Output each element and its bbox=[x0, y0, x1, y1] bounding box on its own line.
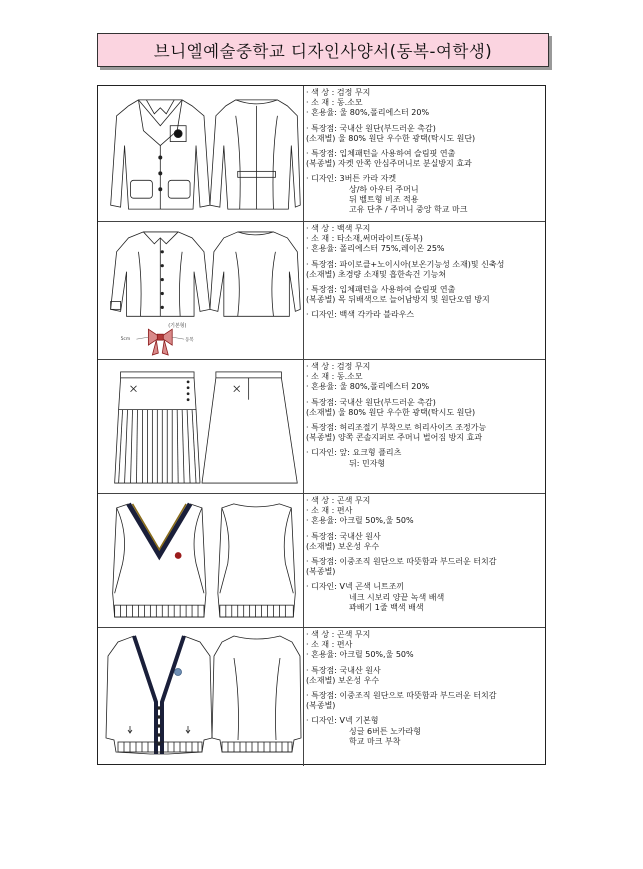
spec-row-cardigan bbox=[98, 628, 545, 766]
spec-line: (소재별) 보온성 우수 bbox=[306, 541, 380, 551]
spec-row-skirt bbox=[98, 360, 545, 494]
skirt-sketch bbox=[98, 360, 303, 493]
spec-line: · 특장점: 국내산 원사 bbox=[306, 665, 381, 675]
spec-line: · 소 재 : 동.소모 bbox=[306, 98, 363, 108]
page-title-text: 브니엘예술중학교 디자인사양서(동복-여학생) bbox=[153, 42, 493, 61]
spec-line: · 혼용율: 울 80%,폴리에스터 20% bbox=[306, 108, 430, 118]
spec-line: 고유 단추 / 주머니 중앙 학교 마크 bbox=[349, 205, 468, 215]
vest-sketch-cell bbox=[98, 494, 304, 627]
spec-line: · 특장점: 허리조절기 부착으로 허리사이즈 조정가능 bbox=[306, 423, 487, 433]
cardigan-spec-text bbox=[306, 630, 543, 747]
vest-spec-text bbox=[306, 496, 543, 613]
spec-line: · 디자인: 앞: 요크형 플리츠 bbox=[306, 448, 402, 458]
spec-line: 상/하 아우터 주머니 bbox=[349, 184, 419, 194]
spec-line: (복종별) 자켓 안쪽 안심주머니로 분실방지 효과 bbox=[306, 159, 472, 169]
jacket-sketch-cell bbox=[98, 86, 304, 221]
spec-line: · 색 상 : 검정 무지 bbox=[306, 88, 371, 97]
spec-line: · 디자인: 3버튼 카라 자켓 bbox=[306, 174, 397, 184]
spec-line: · 혼용율: 아크릴 50%,울 50% bbox=[306, 516, 414, 526]
spec-line: 뒤 벨트형 비조 적용 bbox=[349, 194, 419, 204]
cardigan-sketch bbox=[98, 628, 303, 766]
spec-table bbox=[97, 85, 546, 765]
spec-line: 학교 마크 부착 bbox=[349, 736, 401, 746]
blouse-sketch-cell bbox=[98, 222, 304, 359]
tie-season-label: 동복 bbox=[185, 338, 194, 344]
spec-line: (소재별) 보온성 우수 bbox=[306, 675, 380, 685]
spec-line: · 소 재 : 동.소모 bbox=[306, 372, 363, 382]
spec-line: (소재별) 초경량 소재및 흡한속건 기능쳐 bbox=[306, 269, 447, 279]
spec-line: · 디자인: 백색 각카라 블라우스 bbox=[306, 310, 415, 320]
blouse-sketch bbox=[98, 222, 303, 359]
skirt-sketch-cell bbox=[98, 360, 304, 493]
spec-row-blouse bbox=[98, 222, 545, 360]
spec-line: · 특장점: 입체패턴을 사용하여 슬림핏 연출 bbox=[306, 149, 456, 159]
spec-line: · 특장점: 입체패턴을 사용하여 슬림핏 연출 bbox=[306, 285, 456, 295]
spec-line: 싱글 6버튼 노카라형 bbox=[349, 726, 421, 736]
spec-row-jacket bbox=[98, 86, 545, 222]
spec-line: · 혼용율: 울 80%,폴리에스터 20% bbox=[306, 382, 430, 392]
spec-line: · 특장점: 국내산 원단(부드러운 촉감) bbox=[306, 397, 436, 407]
jacket-spec-text bbox=[306, 88, 543, 215]
spec-line: · 특장점: 국내산 원단(부드러운 촉감) bbox=[306, 123, 436, 133]
spec-line: (소재별) 울 80% 원단 우수한 광택(탁시도 원단) bbox=[306, 407, 476, 417]
spec-line: · 색 상 : 검정 무지 bbox=[306, 362, 371, 371]
spec-line: (복종별) bbox=[306, 567, 336, 577]
spec-line: (복종별) bbox=[306, 701, 336, 711]
vest-sketch bbox=[98, 494, 303, 627]
spec-line: · 색 상 : 곤색 무지 bbox=[306, 496, 371, 505]
spec-line: · 소 재 : 타소재,써머라이트(동복) bbox=[306, 234, 423, 244]
jacket-sketch bbox=[98, 86, 303, 221]
spec-line: · 혼용율: 폴리에스터 75%,레이온 25% bbox=[306, 244, 445, 254]
spec-line: · 디자인: V넥 곤색 니트조끼 bbox=[306, 582, 405, 592]
spec-row-vest bbox=[98, 494, 545, 628]
blouse-basic-label: (기본형) bbox=[168, 323, 187, 330]
spec-line: · 특장점: 이중조직 원단으로 따뜻함과 부드러운 터치감 bbox=[306, 691, 497, 701]
spec-line: · 소 재 : 편사 bbox=[306, 640, 353, 650]
skirt-spec-text bbox=[306, 362, 543, 469]
spec-line: · 색 상 : 백색 무지 bbox=[306, 224, 371, 233]
page-title bbox=[97, 33, 549, 67]
spec-line: · 특장점: 이중조직 원단으로 따뜻함과 부드러운 터치감 bbox=[306, 557, 497, 567]
spec-line: 꽈배기 1줄 백색 배색 bbox=[349, 602, 424, 612]
spec-line: · 디자인: V넥 기본형 bbox=[306, 716, 379, 726]
cardigan-sketch-cell bbox=[98, 628, 304, 766]
tie-size-label: 5cm bbox=[120, 337, 131, 343]
spec-line: (복종별) 목 뒤배색으로 늘어남방지 및 원단오염 방지 bbox=[306, 295, 490, 305]
spec-line: · 혼용율: 아크릴 50%,울 50% bbox=[306, 650, 414, 660]
spec-line: · 특장점: 파이로클+노이시아(보온기능성 소재)및 신축성 bbox=[306, 259, 505, 269]
spec-line: · 소 재 : 편사 bbox=[306, 506, 353, 516]
bow-tie-icon bbox=[148, 329, 172, 355]
spec-line: · 색 상 : 곤색 무지 bbox=[306, 630, 371, 639]
blouse-spec-text bbox=[306, 224, 543, 321]
spec-line: · 특장점: 국내산 원사 bbox=[306, 531, 381, 541]
spec-line: 뒤: 민자형 bbox=[349, 458, 386, 468]
spec-line: 네크 시보리 양끝 녹색 배색 bbox=[349, 592, 445, 602]
spec-line: (소재별) 울 80% 원단 우수한 광택(탁시도 원단) bbox=[306, 133, 476, 143]
spec-line: (복종별) 양쪽 콘솔지퍼로 주머니 벌어짐 방지 효과 bbox=[306, 433, 483, 443]
